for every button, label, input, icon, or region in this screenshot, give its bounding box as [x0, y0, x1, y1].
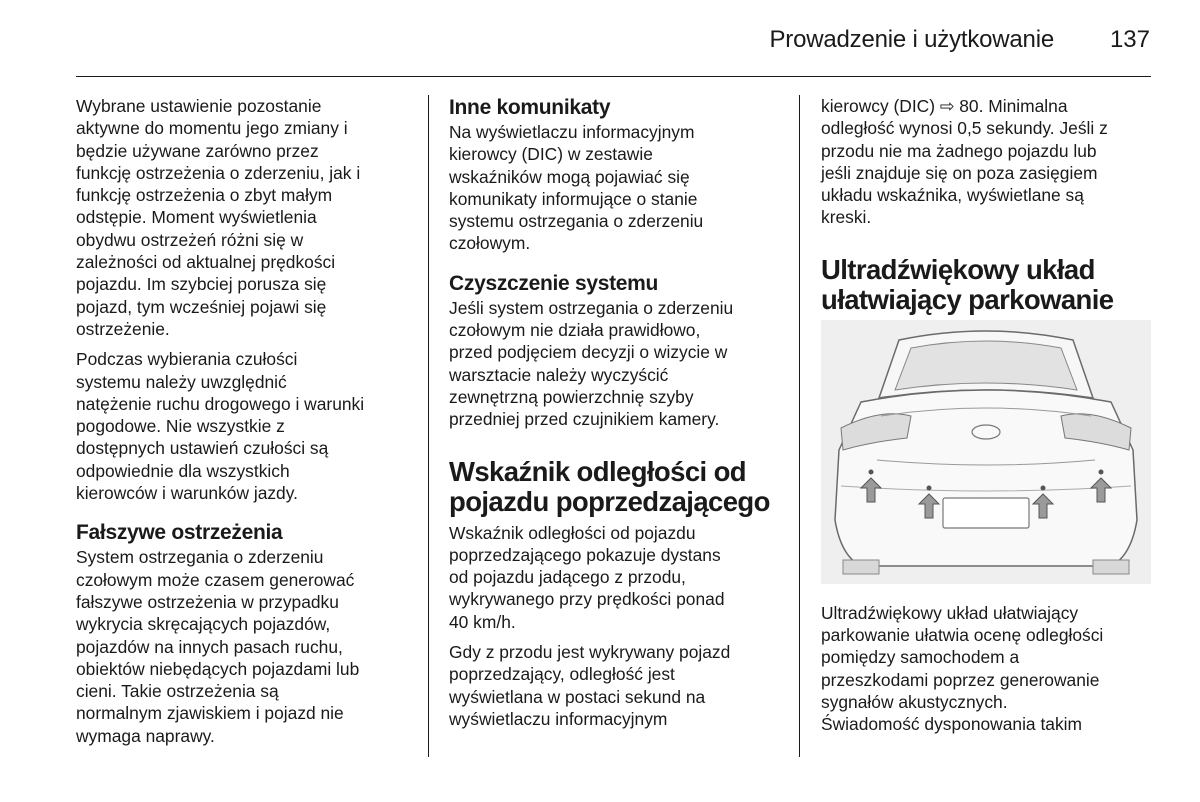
paragraph-cleaning: Jeśli system ostrzegania o zderzeniu czołowym nie działa prawidłowo, przed podjęciem decyzji o wizycie w warsztacie należy wyczyścić zewnętrzną powierzchnię szyby przedniej przed czujnikiem kamery. — [449, 297, 734, 430]
heading-other-messages: Inne komunikaty — [449, 96, 611, 119]
page-header-title: Prowadzenie i użytkowanie — [769, 26, 1054, 53]
paragraph-other-messages: Na wyświetlaczu informacyjnym kierowcy (DIC) w zestawie wskaźników mogą pojawiać się komunikaty informujące o stanie systemu ostrzegania o zderzeniu czołowym. — [449, 122, 704, 254]
heading-false-alerts: Fałszywe ostrzeżenia — [76, 521, 283, 545]
car-rear-svg — [821, 320, 1151, 584]
heading-parking-assist: Ultradźwiękowy układ ułatwiający parkowanie — [821, 253, 1114, 315]
text-column-1 — [76, 95, 411, 755]
paragraph-false-alerts: System ostrzegania o zderzeniu czołowym może czasem generować fałszywe ostrzeżenia w przypadku wykrycia skręcających pojazdów, pojazdów na innych pasach ruchu, obiektów niebędących pojazdami lub cieni. Takie ostrzeżenia są normalnym zjawiskiem i pojazd nie wymaga naprawy. — [76, 547, 360, 746]
paragraph-sensitivity: Podczas wybierania czułości systemu należy uwzględnić natężenie ruchu drogowego i warunki pogodowe. Nie wszystkie z dostępnych ustawień czułości są odpowiednie dla wszystkich kierowców i warunków jazdy. — [76, 349, 365, 504]
heading-distance-indicator: Wskaźnik odległości od pojazdu poprzedzającego — [449, 455, 770, 517]
heading-cleaning: Czyszczenie systemu — [449, 271, 659, 295]
paragraph-distance-indicator: Wskaźnik odległości od pojazdu poprzedzającego pokazuje dystans od pojazdu jadącego z przodu, wykrywanego przy prędkości ponad 40 km/h. — [449, 522, 725, 632]
text-column-3 — [821, 95, 1151, 744]
text-column-2 — [449, 95, 784, 738]
paragraph-dic-continued: kierowcy (DIC) ⇨ 80. Minimalna odległość wynosi 0,5 sekundy. Jeśli z przodu nie ma żadnego pojazdu lub jeśli znajduje się on poza zasięgiem układu wskaźnika, wyświetlane są kreski. — [821, 96, 1108, 228]
paragraph-distance-display: Gdy z przodu jest wykrywany pojazd poprzedzający, odległość jest wyświetlana w postaci sekund na wyświetlaczu informacyjnym — [449, 642, 731, 729]
car-rear-parking-sensors-illustration — [821, 320, 1151, 584]
column-divider-1 — [428, 95, 429, 757]
paragraph-parking-assist: Ultradźwiękowy układ ułatwiający parkowanie ułatwia ocenę odległości pomiędzy samochodem a przeszkodami poprzez generowanie sygnałów akustycznych. Świadomość dysponowania takim — [821, 602, 1104, 735]
page-number: 137 — [1109, 26, 1150, 53]
column-divider-2 — [799, 95, 800, 757]
paragraph-setting-remains: Wybrane ustawienie pozostanie aktywne do momentu jego zmiany i będzie używane zarówno przez funkcję ostrzeżenia o zderzeniu, jak i funkcję ostrzeżenia o zbyt małym odstępie. Moment wyświetlenia obydwu ostrzeżeń różni się w zależności od aktualnej prędkości pojazdu. Im szybciej porusza się pojazd, tym wcześniej pojawi się ostrzeżenie. — [76, 96, 361, 339]
header-divider — [76, 76, 1151, 77]
